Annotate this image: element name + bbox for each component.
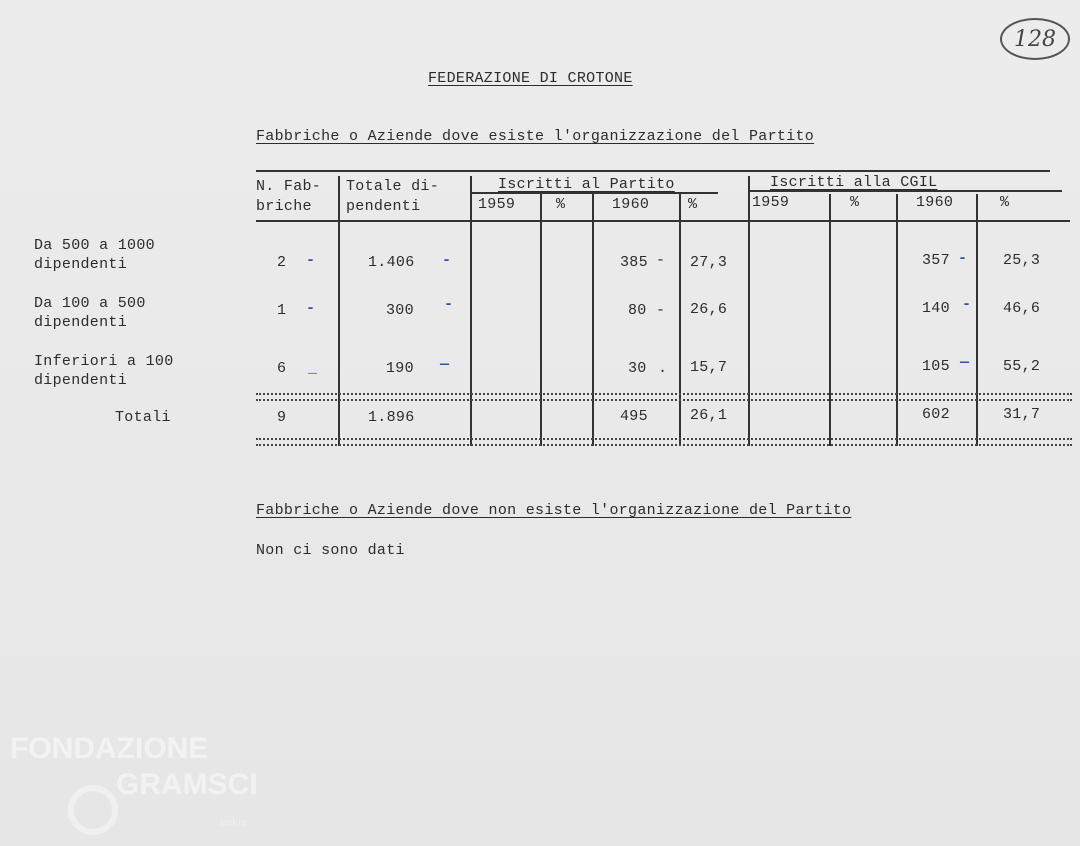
row-label-under-100: Inferiori a 100 dipendenti xyxy=(34,353,174,389)
section2-title: Fabbriche o Aziende dove non esiste l'organizzazione del Partito xyxy=(256,502,852,519)
header-iscritti-cgil: Iscritti alla CGIL xyxy=(770,174,938,191)
pen-mark: — xyxy=(960,354,970,371)
header-cgil-1959-pct: % xyxy=(850,194,860,211)
row-label-100-500: Da 100 a 500 dipendenti xyxy=(34,295,146,331)
col-rule-4 xyxy=(592,194,594,446)
cell-cgil-pct: 55,2 xyxy=(1003,358,1041,375)
row-label-500-1000: Da 500 a 1000 dipendenti xyxy=(34,237,155,273)
page-title: FEDERAZIONE DI CROTONE xyxy=(428,70,633,87)
total-cgil-1960: 602 xyxy=(922,406,950,423)
section1-title: Fabbriche o Aziende dove esiste l'organizzazione del Partito xyxy=(256,128,815,145)
pen-mark: - xyxy=(962,296,972,313)
pen-mark: - xyxy=(958,250,968,267)
pen-mark: - xyxy=(442,252,452,269)
cell-cgil-1960: 140 xyxy=(922,300,950,317)
dot-mark: . xyxy=(658,360,668,377)
table-header-rule xyxy=(256,220,1070,222)
cell-cgil-pct: 25,3 xyxy=(1003,252,1041,269)
section2-text: Non ci sono dati xyxy=(256,542,405,559)
total-partito-1960: 495 xyxy=(620,408,648,425)
cell-partito-1960: 385 xyxy=(620,254,648,271)
cell-dipendenti: 300 xyxy=(386,302,414,319)
row-label-totali: Totali xyxy=(115,409,171,426)
header-partito-1959-pct: % xyxy=(556,196,566,213)
col-rule-7 xyxy=(829,194,831,446)
header-partito-1960-pct: % xyxy=(688,196,698,213)
cell-fabbriche: 1 xyxy=(277,302,287,319)
header-cgil-1960: 1960 xyxy=(916,194,954,211)
col-rule-2 xyxy=(470,176,472,446)
header-dipendenti: Totale di- pendenti xyxy=(346,178,440,215)
header-cgil-1959: 1959 xyxy=(752,194,790,211)
cell-fabbriche: 2 xyxy=(277,254,287,271)
cell-partito-pct: 27,3 xyxy=(690,254,728,271)
cell-partito-1960: 30 xyxy=(628,360,647,377)
dash-mark: - xyxy=(656,302,666,319)
pen-mark: — xyxy=(440,356,450,373)
watermark-logo xyxy=(8,728,268,838)
col-rule-5 xyxy=(679,194,681,446)
col-rule-6 xyxy=(748,176,750,446)
cell-dipendenti: 190 xyxy=(386,360,414,377)
dash-mark: - xyxy=(656,252,666,269)
total-dipendenti: 1.896 xyxy=(368,409,415,426)
header-iscritti-partito: Iscritti al Partito xyxy=(498,176,675,193)
total-cgil-pct: 31,7 xyxy=(1003,406,1041,423)
header-partito-1959: 1959 xyxy=(478,196,516,213)
cell-dipendenti: 1.406 xyxy=(368,254,415,271)
col-rule-1 xyxy=(338,176,340,446)
cell-partito-1960: 80 xyxy=(628,302,647,319)
header-partito-1960: 1960 xyxy=(612,196,650,213)
cell-cgil-1960: 105 xyxy=(922,358,950,375)
cell-cgil-pct: 46,6 xyxy=(1003,300,1041,317)
cell-cgil-1960: 357 xyxy=(922,252,950,269)
pen-mark: - xyxy=(444,296,454,313)
col-rule-3 xyxy=(540,194,542,446)
pen-mark: - xyxy=(306,252,316,269)
table-top-rule xyxy=(256,170,1050,172)
col-rule-8 xyxy=(896,194,898,446)
pen-mark: - xyxy=(306,300,316,317)
cell-partito-pct: 26,6 xyxy=(690,301,728,318)
header-cgil-1960-pct: % xyxy=(1000,194,1010,211)
cell-partito-pct: 15,7 xyxy=(690,359,728,376)
svg-text:GRAMSCI: GRAMSCI xyxy=(116,768,258,801)
total-fabbriche: 9 xyxy=(277,409,287,426)
pen-mark: _ xyxy=(308,360,318,377)
fondazione-gramsci-watermark xyxy=(8,728,268,838)
col-rule-9 xyxy=(976,194,978,446)
svg-text:FONDAZIONE: FONDAZIONE xyxy=(10,732,209,765)
page-number-stamp: 128 xyxy=(1000,18,1070,60)
svg-text:onlus: onlus xyxy=(220,817,247,829)
header-fabbriche: N. Fab- briche xyxy=(256,178,322,215)
total-partito-pct: 26,1 xyxy=(690,407,728,424)
cell-fabbriche: 6 xyxy=(277,360,287,377)
totals-double-rule-top xyxy=(256,393,1072,401)
totals-double-rule-bottom xyxy=(256,438,1072,446)
